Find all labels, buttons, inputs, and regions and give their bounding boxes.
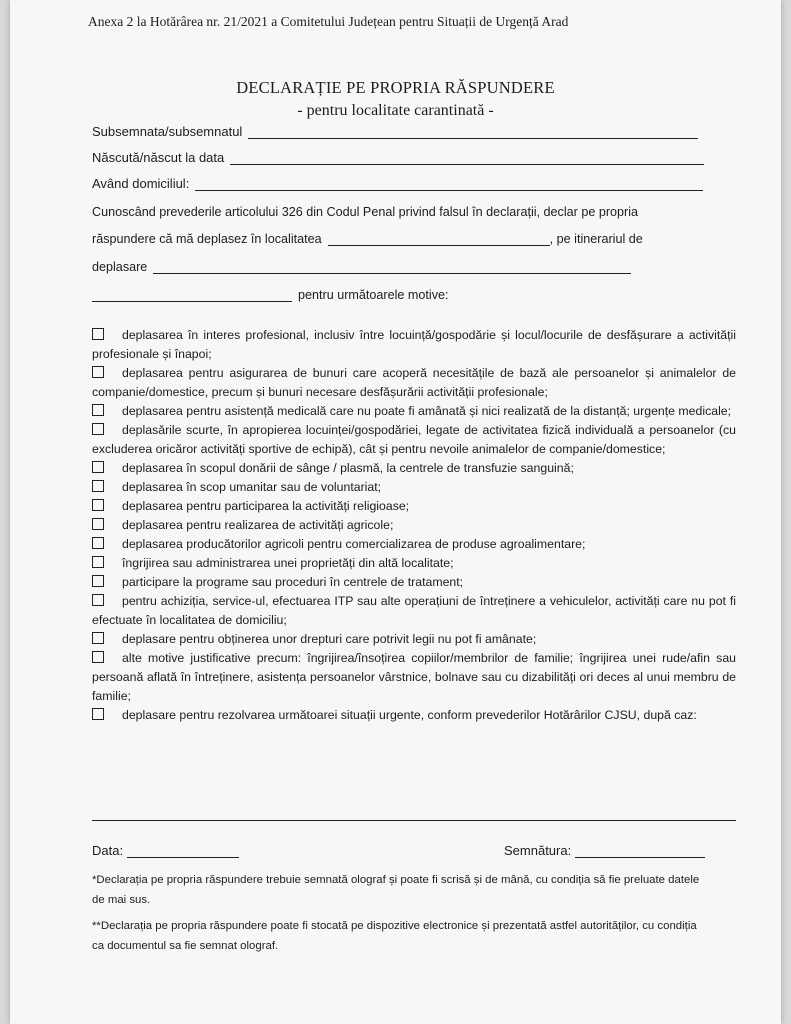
signature-field[interactable]: [575, 845, 705, 858]
reason-item: deplasarea pentru realizarea de activități agricole;: [92, 516, 736, 535]
birth-date-field[interactable]: [230, 152, 704, 165]
document-page: [10, 0, 781, 1024]
reason-item: deplasarea pentru asistență medicală care nu poate fi amânată și nici realizată de la distanță; urgențe medicale;: [92, 402, 736, 421]
reason-item: deplasarea pentru participarea la activități religioase;: [92, 497, 736, 516]
reason-item: participare la programe sau proceduri în centrele de tratament;: [92, 573, 736, 592]
domicile-field[interactable]: [195, 178, 703, 191]
checkbox[interactable]: [92, 575, 104, 587]
statement-line-2: [92, 232, 643, 246]
urgent-situation-line[interactable]: [92, 820, 736, 821]
checkbox[interactable]: [92, 556, 104, 568]
checkbox[interactable]: [92, 499, 104, 511]
checkbox[interactable]: [92, 537, 104, 549]
checkbox[interactable]: [92, 404, 104, 416]
reason-item: îngrijirea sau administrarea unei proprietăți din altă localitate;: [92, 554, 736, 573]
reason-item: deplasarea pentru asigurarea de bunuri care acoperă necesitățile de bază ale persoanelor și animalelor de companie/domestice, precum și bunuri necesare desfășurării activității profesionale;: [92, 366, 736, 399]
statement-text-1: Cunoscând prevederile articolului 326 din Codul Penal privind falsul în declarații, declar pe propria: [92, 205, 639, 219]
footnote-1: *Declarația pe propria răspundere trebuie semnată olograf și poate fi scrisă și de mână, cu condiția să fie preluate datele de mai sus.: [92, 874, 700, 906]
reason-item: deplasarea în scop umanitar sau de voluntariat;: [92, 478, 736, 497]
reason-item: deplasarea în interes profesional, inclusiv între locuință/gospodărie și locul/locurile de desfășurare a activității profesionale și înapoi;: [92, 328, 736, 361]
reasons-intro: pentru următoarele motive:: [298, 288, 449, 302]
domicile-field-row: [92, 176, 703, 191]
statement-line-1: [92, 205, 638, 219]
checkbox[interactable]: [92, 366, 104, 378]
domicile-label: Având domiciliul:: [92, 176, 190, 191]
document-header: Anexa 2 la Hotărârea nr. 21/2021 a Comitetului Județean pentru Situații de Urgență Arad: [88, 14, 569, 29]
checkbox[interactable]: [92, 423, 104, 435]
reason-item: alte motive justificative precum: îngrijirea/însoțirea copiilor/membrilor de familie; îngrijirea unei rude/afin sau persoană aflată în întreținere, asistența persoanelor vârstnice, bolnave sau cu dizabilități ori deces al unui membru de familie;: [92, 651, 736, 703]
name-label: Subsemnata/subsemnatul: [92, 124, 243, 139]
itinerary-label: deplasare: [92, 260, 148, 274]
itinerary-field-continued[interactable]: [92, 289, 292, 302]
checkbox[interactable]: [92, 461, 104, 473]
checkbox[interactable]: [92, 651, 104, 663]
birth-field-row: [92, 150, 704, 165]
date-label: Data:: [92, 843, 124, 858]
checkbox[interactable]: [92, 518, 104, 530]
reason-item: deplasările scurte, în apropierea locuinței/gospodăriei, legate de activitatea fizică individuală a persoanelor (cu excluderea oricăror activități sportive de echipă), cât și pentru nevoile animalelor de companie/domestice;: [92, 423, 736, 456]
document-subtitle: - pentru localitate carantinată -: [297, 102, 494, 119]
reasons-checklist: [92, 326, 736, 725]
statement-line-4: [92, 288, 449, 302]
reason-item: deplasare pentru obținerea unor drepturi care potrivit legii nu pot fi amânate;: [92, 630, 736, 649]
date-row: [92, 843, 239, 858]
reason-item: deplasarea producătorilor agricoli pentru comercializarea de produse agroalimentare;: [92, 535, 736, 554]
reason-item: deplasare pentru rezolvarea următoarei situații urgente, conform prevederilor Hotărârilor CJSU, după caz:: [92, 706, 736, 725]
reason-item: deplasarea în scopul donării de sânge / plasmă, la centrele de transfuzie sanguină;: [92, 459, 736, 478]
birth-label: Născută/născut la data: [92, 150, 225, 165]
statement-text-2: răspundere că mă deplasez în localitatea: [92, 232, 322, 246]
footnote-2: **Declarația pe propria răspundere poate fi stocată pe dispozitive electronice și prezentată astfel autorităților, cu condiția ca documentul sa fie semnat olograf.: [92, 920, 697, 952]
name-field-row: [92, 124, 698, 139]
itinerary-field[interactable]: [153, 261, 631, 274]
name-field[interactable]: [248, 126, 698, 139]
checkbox[interactable]: [92, 480, 104, 492]
checkbox[interactable]: [92, 594, 104, 606]
checkbox[interactable]: [92, 328, 104, 340]
date-field[interactable]: [127, 845, 239, 858]
locality-field[interactable]: [328, 233, 550, 246]
document-title: DECLARAȚIE PE PROPRIA RĂSPUNDERE: [236, 78, 555, 97]
statement-line-3: [92, 260, 631, 274]
reason-item: pentru achiziția, service-ul, efectuarea ITP sau alte operațiuni de întreținere a vehiculelor, activități care nu pot fi efectuate în localitatea de domiciliu;: [92, 594, 736, 627]
signature-row: [504, 843, 705, 858]
statement-text-2b: , pe itinerariul de: [549, 232, 643, 246]
checkbox[interactable]: [92, 632, 104, 644]
signature-label: Semnătura:: [504, 843, 572, 858]
checkbox[interactable]: [92, 708, 104, 720]
